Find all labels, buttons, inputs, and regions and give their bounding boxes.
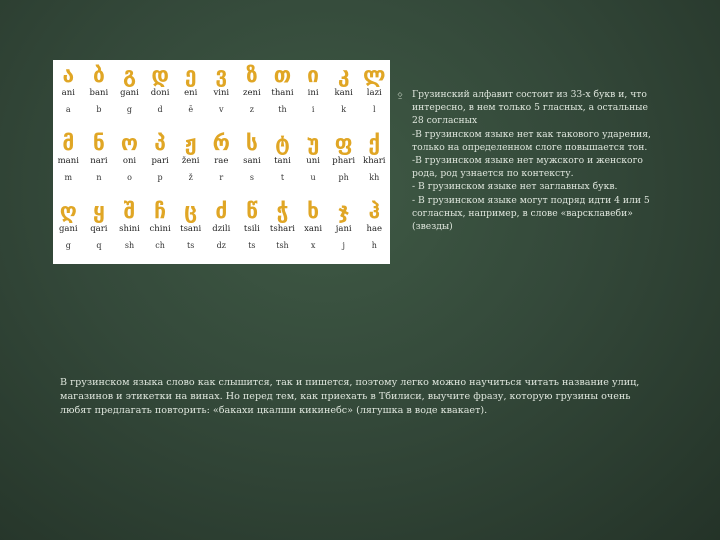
georgian-letter: ო [120,131,139,155]
letter-transliteration: k [341,105,347,114]
letter-name: tani [274,156,291,166]
georgian-letter: ნ [92,131,105,155]
letter-name: ani [61,88,75,98]
georgian-letter: უ [306,131,320,155]
letter-name: ženi [181,156,200,166]
letter-cell [84,60,115,128]
georgian-letter: ფ [334,131,353,155]
georgian-letter: ი [307,63,320,87]
georgian-letter: მ [62,131,75,155]
letter-cell [53,196,84,264]
georgian-letter: ვ [215,63,228,87]
georgian-letter: ც [184,199,198,223]
georgian-letter: თ [273,63,292,87]
letter-transliteration: r [219,173,224,182]
letter-cell [298,128,329,196]
letter-transliteration: tsh [276,241,289,250]
letter-name: jani [335,224,352,234]
georgian-letter: შ [123,199,136,223]
letter-transliteration: g [126,105,133,114]
letter-name: hae [366,224,383,234]
georgian-letter: ე [184,63,197,87]
letter-name: dzili [212,224,231,234]
georgian-letter: ჟ [184,131,197,155]
fact-paragraph: - В грузинском языке могут подряд идти 4 или 5 согласных, например, в слове «варсклавеби» (звезды) [412,194,650,233]
letter-transliteration: u [310,173,316,182]
letter-name: phari [332,156,356,166]
letter-cell [145,196,176,264]
letter-cell [145,60,176,128]
letter-cell [84,128,115,196]
letter-name: zeni [243,88,261,98]
letter-name: shini [119,224,140,234]
letter-transliteration: x [310,241,316,250]
fact-paragraph: -В грузинском языке нет как такового ударения, только на определенном слоге повышается тон. [412,128,651,153]
letter-name: pari [151,156,169,166]
alphabet-row [53,196,390,264]
letter-name: bani [89,88,109,98]
facts-text [412,88,660,233]
letter-transliteration: n [96,173,102,182]
pronunciation-text [60,376,650,417]
letter-cell [359,128,390,196]
georgian-letter: ტ [275,131,290,155]
georgian-letter: ჰ [368,199,381,223]
letter-transliteration: sh [124,241,135,250]
letter-cell [114,128,145,196]
letter-cell [237,128,268,196]
georgian-letter: დ [151,63,169,87]
letter-transliteration: q [96,241,102,250]
letter-name: doni [150,88,170,98]
letter-transliteration: ch [155,241,165,250]
letter-cell [114,60,145,128]
letter-name: tshari [269,224,296,234]
letter-transliteration: h [371,241,377,250]
letter-name: chini [149,224,171,234]
fact-paragraph: -В грузинском языке нет мужского и женского рода, род узнается по контексту. [412,155,643,180]
georgian-letter: ღ [59,199,77,223]
alphabet-row [53,60,390,128]
letter-cell [267,196,298,264]
letter-transliteration: ts [187,241,195,250]
letter-name: oni [122,156,137,166]
letter-transliteration: v [219,105,224,114]
seal-icon: ⍚ [396,86,405,100]
letter-cell [53,60,84,128]
letter-transliteration: ē [188,105,194,114]
letter-transliteration: j [342,241,345,250]
letter-cell [175,196,206,264]
georgian-letter: პ [154,131,166,155]
letter-transliteration: s [249,173,254,182]
georgian-letter: ხ [307,199,320,223]
letter-transliteration: dz [216,241,226,250]
letter-name: tsili [243,224,260,234]
letter-cell [206,128,237,196]
letter-transliteration: z [249,105,254,114]
letter-cell [206,60,237,128]
alphabet-table [53,60,390,264]
letter-transliteration: ph [338,173,349,182]
letter-name: sani [243,156,261,166]
letter-cell [175,128,206,196]
letter-cell [267,60,298,128]
letter-cell [145,128,176,196]
fact-paragraph: - В грузинском языке нет заглавных букв. [412,181,618,193]
letter-cell [328,196,359,264]
letter-transliteration: th [278,105,287,114]
letter-cell [114,196,145,264]
letter-name: xani [304,224,323,234]
alphabet-row [53,128,390,196]
letter-name: khari [363,156,386,166]
letter-cell [237,196,268,264]
letter-transliteration: o [127,173,132,182]
letter-transliteration: d [157,105,163,114]
letter-transliteration: t [280,173,285,182]
letter-cell [359,60,390,128]
letter-transliteration: p [157,173,163,182]
letter-transliteration: g [65,241,71,250]
georgian-letter: ზ [246,63,258,87]
letter-cell [267,128,298,196]
letter-transliteration: b [96,105,102,114]
letter-name: kani [334,88,353,98]
letter-cell [53,128,84,196]
letter-name: tsani [180,224,202,234]
letter-cell [298,196,329,264]
letter-cell [328,60,359,128]
bottom-paragraph: В грузинском языка слово как слышится, так и пишется, поэтому легко можно научиться читать название улиц, магазинов и этикетки на винах. Но перед тем, как приехать в Тбилиси, выучите фразу, которую грузины очень любят предлагать повторить: «бакахи цкалши кикинебс» (лягушка в воде квакает). [60,377,640,416]
georgian-letter: ს [245,131,258,155]
letter-name: vini [213,88,230,98]
letter-name: qari [90,224,108,234]
letter-name: nari [90,156,108,166]
letter-transliteration: m [64,173,73,182]
letter-transliteration: ž [188,173,193,182]
letter-transliteration: i [311,105,315,114]
letter-name: rae [214,156,229,166]
letter-cell [84,196,115,264]
letter-cell [328,128,359,196]
georgian-letter: რ [212,131,230,155]
letter-name: uni [306,156,320,166]
letter-cell [298,60,329,128]
georgian-letter: ა [62,63,75,87]
letter-cell [237,60,268,128]
georgian-letter: ყ [92,199,105,223]
georgian-letter: კ [337,63,350,87]
georgian-letter: ჯ [338,199,350,223]
georgian-letter: ქ [368,131,381,155]
letter-name: lazi [366,88,382,98]
georgian-letter: ძ [215,199,228,223]
georgian-letter: წ [246,199,258,223]
letter-transliteration: kh [369,173,380,182]
fact-paragraph: Грузинский алфавит состоит из 33-х букв и, что интересно, в нем только 5 гласных, а остальные 28 согласных [412,89,648,127]
letter-cell [206,196,237,264]
letter-name: ini [307,88,319,98]
georgian-letter: გ [122,63,137,87]
letter-name: eni [184,88,198,98]
letter-cell [175,60,206,128]
georgian-letter: ლ [363,63,386,87]
letter-name: gani [58,224,78,234]
letter-transliteration: l [373,105,376,114]
letter-name: mani [57,156,79,166]
georgian-letter: ბ [92,63,105,87]
letter-transliteration: a [65,105,71,114]
letter-transliteration: ts [248,241,256,250]
letter-name: thani [271,88,294,98]
georgian-letter: ჩ [154,199,167,223]
letter-name: gani [120,88,139,98]
letter-cell [359,196,390,264]
georgian-letter: ჭ [276,199,289,223]
